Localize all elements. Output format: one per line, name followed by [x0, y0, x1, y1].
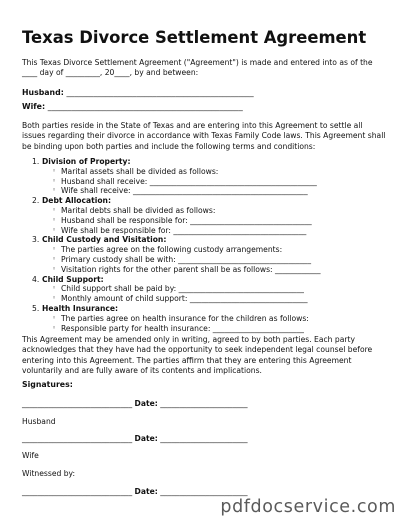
document-title: Texas Divorce Settlement Agreement [22, 28, 367, 47]
date-label: Date: [134, 399, 158, 408]
wife-field [22, 102, 243, 111]
signatures-heading: Signatures: [22, 380, 73, 389]
term-item: ◦ Visitation rights for the other parent shall be as follows: ____________ [52, 265, 392, 275]
wife-label: Wife: [22, 102, 46, 111]
date-line: _______________________ [160, 434, 248, 443]
date-label: Date: [134, 487, 158, 496]
term-item: ◦ The parties agree on health insurance for the children as follows: [52, 314, 392, 324]
term-debt [32, 196, 392, 235]
wife-signature-row [22, 434, 248, 443]
term-item: ◦ Child support shall be paid by: _________________________________ [52, 284, 392, 294]
term-item: ◦ Wife shall receive: ______________________________________________ [52, 186, 392, 196]
signature-line: _____________________________ [22, 434, 133, 443]
intro-paragraph: This Texas Divorce Settlement Agreement ("Agreement") is made and entered into as of the ____ day of _________, 20____, by and between: [22, 58, 373, 78]
term-item: ◦ The parties agree on the following custody arrangements: [52, 245, 392, 255]
term-heading: Child Support: [42, 274, 104, 284]
recital-paragraph: Both parties reside in the State of Texas and are entering into this Agreement to settle all issues regarding their divorce in accordance with Texas Family Code laws. This Agreement shall be binding upon both parties and include the following terms and conditions: [22, 121, 386, 151]
date-line: _______________________ [160, 487, 248, 496]
husband-signature-row [22, 399, 248, 408]
term-property [32, 157, 392, 196]
term-number: 5. [32, 303, 40, 313]
term-number: 2. [32, 196, 40, 206]
terms-list [32, 157, 392, 333]
term-number: 1. [32, 157, 40, 166]
wife-blank-line: __________________________________________________ [47, 102, 243, 111]
husband-blank-line: ________________________________________________ [66, 88, 254, 97]
wife-signature-label: Wife [22, 451, 39, 460]
witness-signature-row [22, 487, 248, 496]
term-heading: Debt Allocation: [42, 196, 111, 206]
term-child-support [32, 275, 392, 304]
term-item: ◦ Responsible party for health insurance: ________________________ [52, 324, 392, 334]
term-item: ◦ Husband shall be responsible for: ________________________________ [52, 216, 392, 226]
term-item: ◦ Primary custody shall be with: ___________________________________ [52, 255, 392, 265]
husband-label: Husband: [22, 88, 64, 97]
term-number: 4. [32, 274, 40, 284]
date-label: Date: [134, 434, 158, 443]
term-heading: Child Custody and Visitation: [42, 235, 167, 245]
term-health-insurance [32, 304, 392, 333]
witnessed-by-label: Witnessed by: [22, 469, 76, 478]
term-heading: Division of Property: [42, 157, 131, 166]
site-watermark: pdfdocservice.com [220, 497, 396, 517]
term-heading: Health Insurance: [42, 303, 119, 313]
term-item: ◦ Marital assets shall be divided as follows: [52, 167, 392, 177]
term-item: ◦ Husband shall receive: ____________________________________________ [52, 177, 392, 187]
term-item: ◦ Wife shall be responsible for: ___________________________________ [52, 226, 392, 236]
term-number: 3. [32, 235, 40, 245]
closing-paragraph: This Agreement may be amended only in writing, agreed to by both parties. Each party acknowledges that they have had the opportunity to seek independent legal counsel before entering into this Agreement. The parties affirm that they are entering this Agreement voluntarily and are fully aware of its contents and implications. [22, 335, 373, 376]
term-custody [32, 235, 392, 274]
husband-field [22, 88, 254, 97]
signature-line: _____________________________ [22, 399, 133, 408]
date-line: _______________________ [160, 399, 248, 408]
term-item: ◦ Monthly amount of child support: _______________________________ [52, 294, 392, 304]
term-item: ◦ Marital debts shall be divided as follows: [52, 206, 392, 216]
signature-line: _____________________________ [22, 487, 133, 496]
husband-signature-label: Husband [22, 417, 56, 426]
